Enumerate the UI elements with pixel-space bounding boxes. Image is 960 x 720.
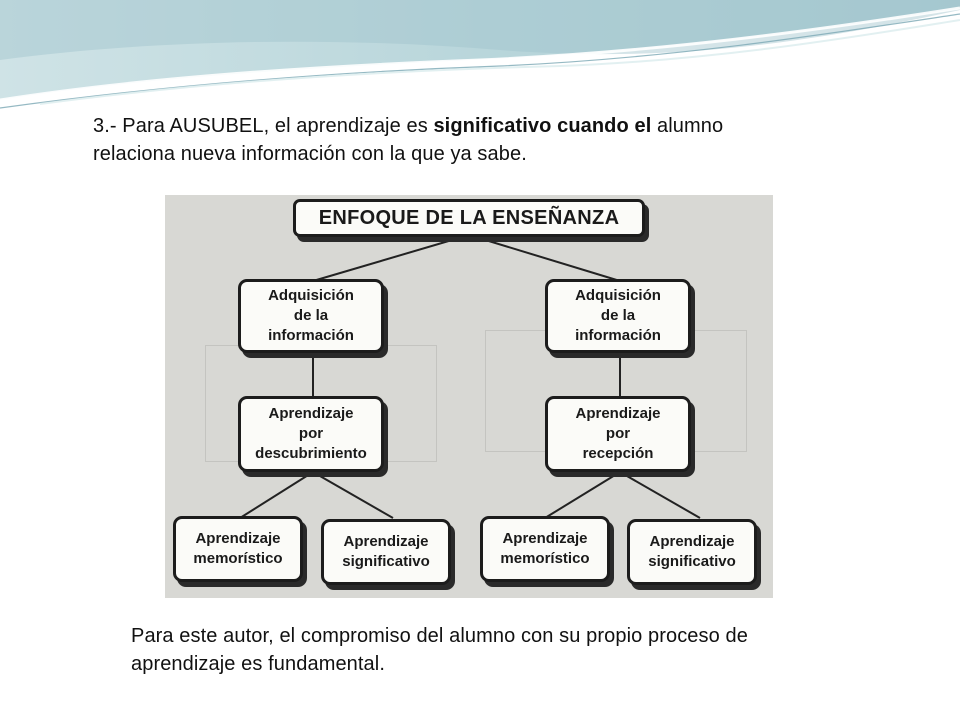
intro-bold-text: significativo cuando el xyxy=(433,115,652,137)
right-level1-node: Adquisición de la información xyxy=(545,279,691,353)
header-wave-decoration xyxy=(0,0,960,120)
left-level1-node: Adquisición de la información xyxy=(238,279,384,353)
right-leaf-significant-node: Aprendizaje significativo xyxy=(627,519,757,585)
right-leaf-memoristic-node: Aprendizaje memorístico xyxy=(480,516,610,582)
closing-paragraph: Para este autor, el compromiso del alumno con su propio proceso de aprendizaje es fundamental. xyxy=(131,625,748,675)
left-leaf-significant-node: Aprendizaje significativo xyxy=(321,519,451,585)
teaching-approach-diagram xyxy=(165,195,773,598)
right-level2-node: Aprendizaje por recepción xyxy=(545,396,691,472)
intro-paragraph: 3.- Para AUSUBEL, el aprendizaje es significativo cuando el alumno relaciona nueva información con la que ya sabe. xyxy=(93,115,724,165)
left-leaf-memoristic-node: Aprendizaje memorístico xyxy=(173,516,303,582)
root-node: ENFOQUE DE LA ENSEÑANZA xyxy=(293,199,645,237)
left-level2-node: Aprendizaje por descubrimiento xyxy=(238,396,384,472)
